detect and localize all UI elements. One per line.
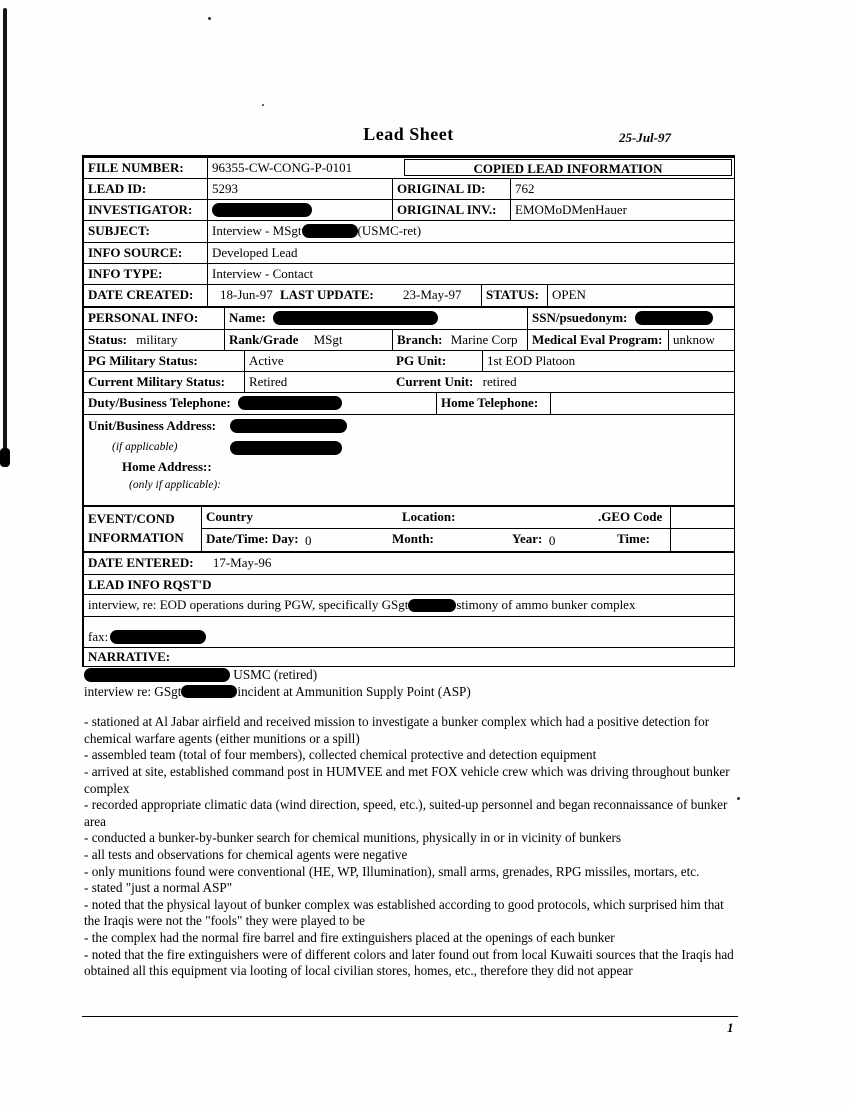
event-body <box>202 507 734 551</box>
redaction-bar <box>84 668 230 682</box>
event-row-datetime <box>202 529 734 551</box>
subject-text-pre: Interview - MSgt <box>212 223 302 238</box>
status-field <box>84 330 224 350</box>
rank-label: Rank/Grade <box>229 332 299 347</box>
document-date: 25-Jul-97 <box>619 130 671 145</box>
ssn-label: SSN/psuedonym: <box>532 310 628 325</box>
info-type-value: Interview - Contact <box>207 264 734 284</box>
row-request <box>84 595 734 617</box>
redaction-bar <box>110 630 206 644</box>
duty-phone-field <box>84 393 436 414</box>
copied-lead-banner: COPIED LEAD INFORMATION <box>404 159 732 176</box>
fax-field <box>84 627 209 647</box>
narrative-bullet: - conducted a bunker-by-bunker search for chemical munitions, physically in or in vicinity of bunkers <box>84 830 621 846</box>
row-investigator <box>84 200 734 221</box>
current-unit-value: retired <box>482 374 517 389</box>
subject-value <box>207 221 734 242</box>
page-title: Lead Sheet <box>363 124 454 144</box>
redaction-bar <box>230 419 347 433</box>
lead-info-label: LEAD INFO RQST'D <box>88 577 212 592</box>
scan-artifact-bar <box>3 8 7 460</box>
narrative-bullet: - noted that the physical layout of bunker complex was established according to good protocols, which surprised him that the Iraqis were not the "fools" they were played to be <box>84 896 724 929</box>
year-label: Year: <box>512 531 543 546</box>
fax-label: fax: <box>88 629 109 644</box>
narrative-bullet: - all tests and observations for chemical agents were negative <box>84 846 408 862</box>
datetime-field <box>206 531 312 548</box>
info-type-label: INFO TYPE: <box>88 266 163 281</box>
current-status-value: Retired <box>244 372 392 392</box>
original-inv-value: EMOMoDMenHauer <box>510 200 734 220</box>
narrative-bullet: - assembled team (total of four members), collected chemical protective and detection equipment <box>84 747 597 763</box>
status-field-label: Status: <box>88 332 128 347</box>
narrative-bullet: - recorded appropriate climatic data (wind direction, speed, etc.), suited-up personnel and began reconnaissance of bunker area <box>84 797 728 829</box>
row-date-created <box>84 285 734 308</box>
status-value: OPEN <box>547 285 734 306</box>
narrative-bullet: - stationed at Al Jabar airfield and received mission to investigate a bunker complex which had a positive detection for chemical warfare agents (either munitions or a spill) <box>84 714 710 746</box>
last-update-label: LAST UPDATE: <box>279 287 374 302</box>
rank-value: MSgt <box>313 332 343 347</box>
lead-id-label: LEAD ID: <box>88 181 147 196</box>
narrative-bullet: - arrived at site, established command post in HUMVEE and met FOX vehicle crew which was driving throughout bunker complex <box>84 763 730 796</box>
row-info-type <box>84 264 734 285</box>
row-telephone <box>84 393 734 415</box>
home-address-label: Home Address:: <box>122 459 212 474</box>
cell-divider <box>670 507 671 528</box>
redaction-bar <box>408 599 456 612</box>
row-subject <box>84 221 734 243</box>
redaction-bar <box>212 203 312 217</box>
medical-value: unknow <box>668 330 734 350</box>
narrative-line-2 <box>84 684 742 701</box>
row-status <box>84 330 734 351</box>
name-field <box>224 308 527 329</box>
request-text <box>84 595 638 616</box>
date-entered-field <box>84 553 274 574</box>
narrative-line-1 <box>84 667 742 684</box>
ssn-field <box>527 308 734 329</box>
subject-label: SUBJECT: <box>88 223 150 238</box>
narrative-line1-text: USMC (retired) <box>230 667 318 682</box>
row-pg-status <box>84 351 734 372</box>
medical-label: Medical Eval Program: <box>527 330 668 350</box>
request-text-pre: interview, re: EOD operations during PGW, specifically GSgt <box>88 597 409 612</box>
home-phone-label: Home Telephone: <box>436 393 550 414</box>
redaction-bar <box>273 311 438 325</box>
pg-status-value: Active <box>244 351 392 371</box>
row-spacer <box>84 617 734 627</box>
pg-status-label: PG Military Status: <box>88 353 198 368</box>
year-field <box>512 531 556 548</box>
day-value: 0 <box>305 533 312 548</box>
home-phone-value <box>550 393 734 414</box>
original-id-label: ORIGINAL ID: <box>392 179 510 199</box>
request-text-post: stimony of ammo bunker complex <box>456 597 636 612</box>
cell-divider <box>670 529 671 551</box>
status-field-value: military <box>136 332 178 347</box>
if-applicable-note: (if applicable) <box>112 441 178 453</box>
row-fax <box>84 627 734 648</box>
scan-speck <box>208 17 211 20</box>
info-source-value: Developed Lead <box>207 243 734 263</box>
location-label: Location: <box>402 509 456 524</box>
narrative-bullet: - stated "just a normal ASP" <box>84 880 233 896</box>
file-number-label: FILE NUMBER: <box>88 160 184 175</box>
lead-sheet-form <box>82 155 735 667</box>
date-entered-value: 17-May-96 <box>212 555 272 570</box>
only-if-applicable-note: (only if applicable): <box>129 479 221 491</box>
narrative-bullet: - noted that the fire extinguishers were of different colors and later found out from local Kuwaiti sources that the Iraqis had obtained all this equipment via looting of local civilian stores, homes, etc., therefore they did not appear <box>84 946 734 979</box>
scan-artifact-blob <box>0 448 10 467</box>
row-date-entered <box>84 553 734 575</box>
row-narrative-label <box>84 648 734 666</box>
original-inv-label: ORIGINAL INV.: <box>392 200 510 220</box>
rank-field <box>224 330 392 350</box>
current-unit-field <box>392 372 520 392</box>
file-number-value: 96355-CW-CONG-P-0101 <box>207 158 402 178</box>
branch-field <box>392 330 527 350</box>
page-number: 1 <box>727 1020 734 1035</box>
original-id-value: 762 <box>510 179 734 199</box>
address-block <box>84 415 734 507</box>
country-label: Country <box>206 509 253 524</box>
date-created-label: DATE CREATED: <box>88 287 194 302</box>
date-entered-label: DATE ENTERED: <box>88 555 194 570</box>
event-row-location <box>202 507 734 529</box>
pg-unit-value: 1st EOD Platoon <box>482 351 734 371</box>
last-update-value: 23-May-97 <box>403 287 462 302</box>
narrative-bullet: - only munitions found were conventional (HE, WP, Illumination), small arms, grenades, RPG missiles, mortars, etc. <box>84 863 700 879</box>
time-label: Time: <box>617 531 650 546</box>
current-unit-label: Current Unit: <box>396 374 474 389</box>
month-label: Month: <box>392 531 434 546</box>
narrative-label: NARRATIVE: <box>88 649 171 664</box>
row-lead-id <box>84 179 734 200</box>
branch-label: Branch: <box>397 332 443 347</box>
duty-phone-label: Duty/Business Telephone: <box>88 395 231 410</box>
row-info-source <box>84 243 734 264</box>
row-lead-info-rqstd <box>84 575 734 595</box>
pg-unit-label: PG Unit: <box>396 353 447 368</box>
narrative-bullet: - the complex had the normal fire barrel and fire extinguishers placed at the openings of each bunker <box>84 929 615 945</box>
current-status-label: Current Military Status: <box>88 374 225 389</box>
lead-id-value: 5293 <box>207 179 392 199</box>
datetime-label: Date/Time: Day: <box>206 531 299 546</box>
redaction-bar <box>302 224 358 238</box>
redaction-bar <box>181 685 237 698</box>
name-label: Name: <box>229 310 266 325</box>
footer-rule <box>82 1016 738 1017</box>
narrative-line2-pre: interview re: GSgt <box>84 683 182 699</box>
investigator-value <box>207 200 392 220</box>
narrative-bullets <box>84 714 742 980</box>
event-label-line2: INFORMATION <box>88 530 184 545</box>
row-personal-info <box>84 308 734 330</box>
narrative-body <box>84 667 742 980</box>
redaction-bar <box>238 396 342 410</box>
branch-value: Marine Corp <box>450 332 518 347</box>
redaction-bar <box>230 441 342 455</box>
redaction-bar <box>635 311 713 325</box>
info-source-label: INFO SOURCE: <box>88 245 183 260</box>
event-section <box>84 507 734 553</box>
event-label-line1: EVENT/COND <box>88 511 175 526</box>
geo-code-label: .GEO Code <box>598 509 663 524</box>
subject-text-post: (USMC-ret) <box>357 223 422 238</box>
status-label: STATUS: <box>481 285 547 306</box>
narrative-line2-post: incident at Ammunition Supply Point (ASP) <box>237 683 471 699</box>
row-file-number <box>84 158 734 179</box>
unit-address-label: Unit/Business Address: <box>88 418 216 433</box>
row-current-status <box>84 372 734 393</box>
date-created-group <box>207 285 481 306</box>
date-created-value: 18-Jun-97 <box>220 287 273 302</box>
scan-speck <box>262 104 264 106</box>
investigator-label: INVESTIGATOR: <box>88 202 193 217</box>
personal-info-label: PERSONAL INFO: <box>88 310 199 325</box>
row-address-block <box>84 415 734 507</box>
year-value: 0 <box>548 533 556 548</box>
event-section-label <box>84 507 202 551</box>
